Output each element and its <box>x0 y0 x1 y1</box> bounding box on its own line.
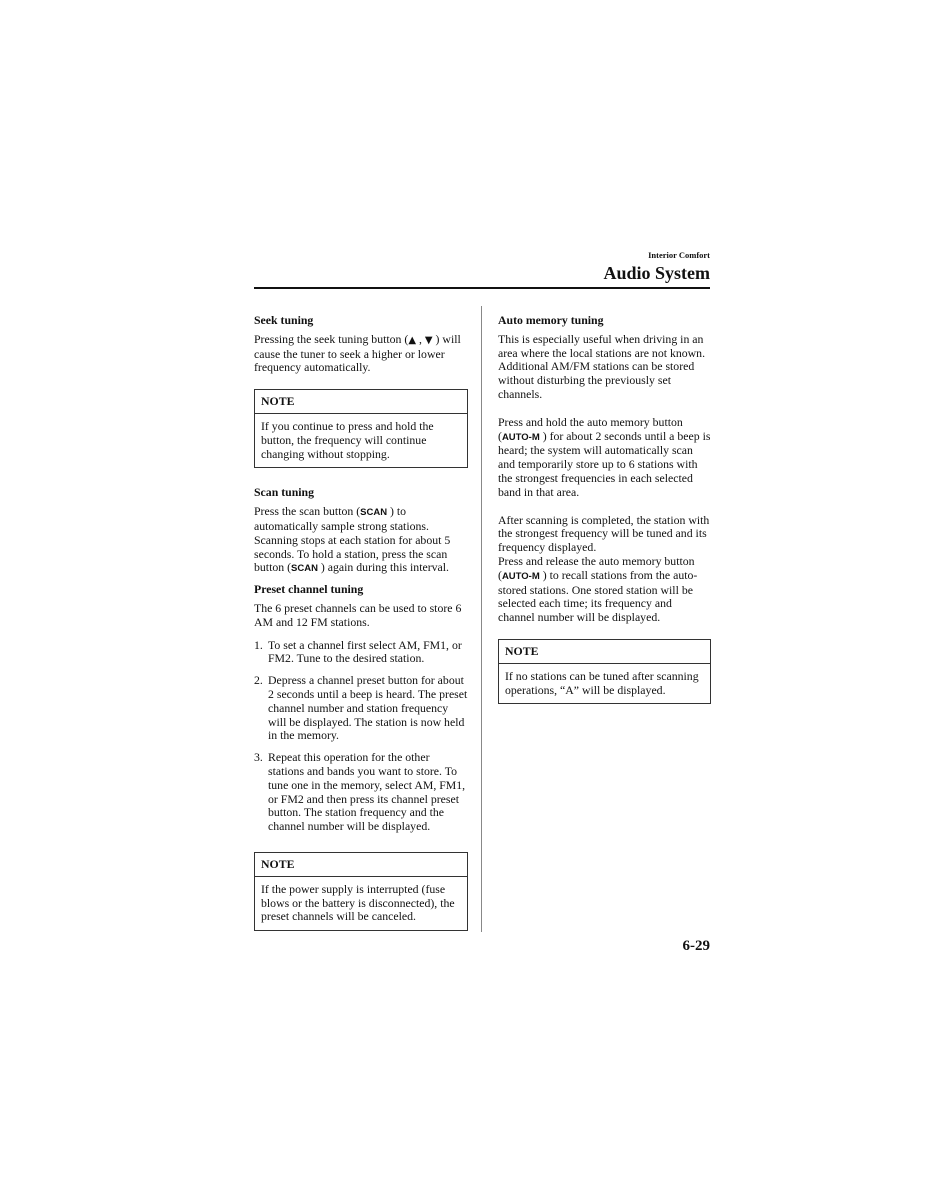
list-item <box>254 639 468 667</box>
scan-button-label-2: SCAN <box>291 563 318 575</box>
note-box-auto <box>498 639 711 704</box>
note-label: NOTE <box>255 853 467 877</box>
step-number: 3. <box>254 750 263 765</box>
right-column <box>498 314 711 722</box>
seek-text-before: Pressing the seek tuning button ( <box>254 331 409 346</box>
scan-text-3: ) again during this interval. <box>317 560 449 575</box>
scan-tuning-paragraph <box>254 505 468 576</box>
auto-memory-paragraph-1: This is especially useful when driving in an area where the local stations are not known. Additional AM/FM stations can be stored without disturbing the previously set channels. <box>498 331 706 401</box>
scan-tuning-heading: Scan tuning <box>254 485 314 500</box>
arrow-down-icon: ▼ <box>424 334 433 346</box>
scan-button-label: SCAN <box>360 507 388 519</box>
step-number: 1. <box>254 637 263 652</box>
seek-tuning-paragraph <box>254 333 468 375</box>
note-box-preset <box>254 852 468 931</box>
step-number: 2. <box>254 673 263 688</box>
preset-steps <box>254 639 468 834</box>
note-label: NOTE <box>499 640 710 664</box>
scan-text-1: Press the scan button ( <box>254 504 361 519</box>
seek-tuning-heading: Seek tuning <box>254 313 314 327</box>
note-text: If the power supply is interrupted (fuse blows or the battery is disconnected), the preset channels will be canceled. <box>261 881 455 924</box>
note-box-seek <box>254 389 468 468</box>
arrow-up-icon: ▲ <box>408 334 417 346</box>
preset-intro: The 6 preset channels can be used to store 6 AM and 12 FM stations. <box>254 600 462 629</box>
auto-m-button-label-2: AUTO-M <box>501 570 540 582</box>
scan-text-2: ) to automatically sample strong stations. Scanning stops at each station for about 5 seconds. To hold a station, press the scan button ( <box>254 504 451 575</box>
page-title: Audio System <box>603 263 710 283</box>
page-number: 6-29 <box>682 938 710 954</box>
preset-tuning-heading: Preset channel tuning <box>254 582 364 597</box>
note-text: If no stations can be tuned after scanning operations, “A” will be displayed. <box>505 668 699 697</box>
seek-arrow-separator: , <box>416 331 425 346</box>
header-rule <box>254 287 710 289</box>
auto-memory-paragraph-3: After scanning is completed, the station with the strongest frequency will be tuned and its frequency displayed. <box>498 512 710 555</box>
seek-text-after: ) will cause the tuner to seek a higher or lower frequency automatically. <box>254 331 461 375</box>
auto-text-after: ) for about 2 seconds until a beep is heard; the system will automatically scan and temporarily store up to 6 stations with the strongest frequencies in each selected band in that area. <box>498 428 711 499</box>
auto-text-before-2: Press and release the auto memory button ( <box>498 553 695 582</box>
auto-memory-paragraph-2 <box>498 416 711 500</box>
step-text: Depress a channel preset button for about 2 seconds until a beep is heard. The preset channel number and station frequency will be displayed. The station is now held in the memory. <box>268 673 468 743</box>
auto-memory-heading: Auto memory tuning <box>498 313 604 327</box>
column-divider <box>481 306 482 932</box>
list-item <box>254 751 468 834</box>
auto-text-before: Press and hold the auto memory button ( <box>498 414 683 443</box>
auto-m-button-label: AUTO-M <box>501 431 540 443</box>
page-header <box>254 250 710 284</box>
note-text: If you continue to press and hold the button, the frequency will continue changing without stopping. <box>261 418 434 461</box>
section-label: Interior Comfort <box>648 250 710 260</box>
left-column <box>254 314 468 949</box>
step-text: To set a channel first select AM, FM1, or FM2. Tune to the desired station. <box>268 637 462 666</box>
auto-memory-paragraph-4 <box>498 555 711 625</box>
auto-text-after-2: ) to recall stations from the auto-stored stations. One stored station will be selected each time; its frequency and channel number will be displayed. <box>498 567 698 625</box>
note-label: NOTE <box>255 390 467 414</box>
step-text: Repeat this operation for the other stations and bands you want to store. To tune one in the memory, select AM, FM1, or FM2 and then press its channel preset button. The station frequency and the channel number will be displayed. <box>268 750 466 834</box>
list-item <box>254 674 468 743</box>
